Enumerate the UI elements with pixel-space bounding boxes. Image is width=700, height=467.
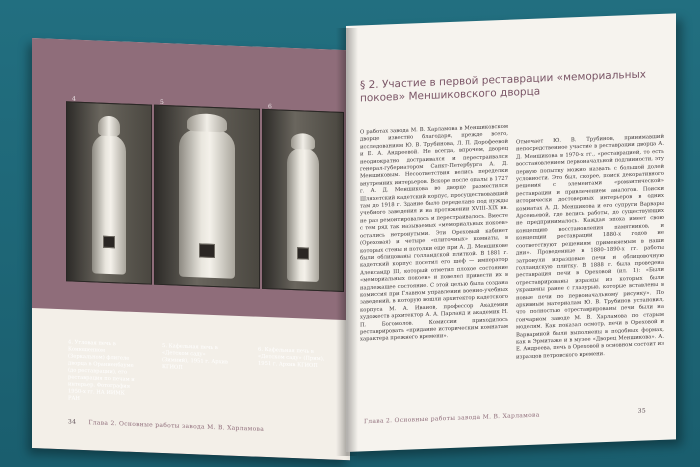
caption-number: 4: [68, 339, 72, 346]
right-running-footer: [364, 407, 664, 426]
running-title: Глава 2. Основные работы завода М. В. Харламова: [88, 419, 265, 433]
photo-stove-2: [154, 105, 260, 289]
running-title: Глава 2. Основные работы завода М. В. Харламова: [364, 411, 540, 426]
stove-body: [92, 133, 126, 274]
left-page: [32, 38, 350, 460]
stove-body: [287, 147, 319, 282]
stove-crown: [98, 116, 120, 137]
text-column-right: Отмечает Ю. В. Трубинов, принимавший непосредственное участие в реставрации дворца А. Д. Меншикова в 1970-х гг., «реставрацией, то есть восстановлением первоначальной подлинности, эту первую попытку можно назвать с большой долей условности. Это был, скорее, поиск декоративного решения с элементами «романтической» реставрации и привлечением аналогов. Поиски исторически достоверных интерьеров в одних комнатах А. Д. Меншикова и его супруги Варвары Арсеньевой, где велись работы, до существующих не предпринималось. Каждая эпоха имеет свою концепцию восстановления памятников, и концепции реставрации 1880-х годов не соответствуют решениям применяемым в наши дни». Проведенные в 1880–1890-х гг. работы затронули изразцовые печи и облицовочную голландскую плитку. В 1888 г. была проведена реставрация печи в Ореховой (ил. 1): «Были отреставрированы изразцы из которых были украшены ранее с глазурью, которые вставлены в новые печи по первоначальному рисунку». По архивным материалам Ю. В. Трубинов установил, что полностью отреставрированы печи были на гончарном заводе М. В. Харламова по старым моделям. Как показал осмотр, печи в Ореховой и Варвариной были выполнены в подобных формах, как в Эрмитаже и в музее «Дворец Меншикова». А. Е. Андреева, печь в Ореховой в основном состоит из изразцов петровского времени.: [516, 133, 664, 361]
photo-number: 6: [268, 103, 272, 111]
stove-door: [103, 236, 115, 248]
section-heading: § 2. Участие в первой реставрации «мемориальных покоев» Меншиковского дворца: [360, 68, 646, 105]
page-number: 35: [637, 407, 646, 415]
stove-door: [297, 247, 309, 259]
text-column-left: О работах завода М. В. Харламова в Меншиковском дворце известно благодаря, прежде всего, исследованиям Ю. В. Трубинова, Л. П. Дорофеевой и Е. А. Андреевой. Не всегда, впрочем, дворец неоднократно достраивался и перестраивался генерал-губернатором Санкт-Петербурга А. Д. Меншиковым. Несоответствия велись переделки внутренних интерьеров. Вскоре после опалы в 1727 г. А. Д. Меншикова во дворце разместился Шляхетский кадетский корпус, просуществовавший там до 1918 г. Здание было переделано под нужды учебного заведения и на протяжении XVIII–XIX вв. не раз ремонтировалось и перестраивалось. Вместе с тем ряд так называемых «мемориальных покоев» остались нетронутыми. Эти Ореховый кабинет (Ореховая) и четыре «плиточных» комнаты, в которых стены и потолки еще при А. Д. Меншикове были облицованы голландской плиткой. В 1881 г. кадетский корпус посетил его шеф — император Александр III, который отметил плохое состояние «мемориальных покоев» и повелел привести их в надлежащее состояние. С этой целью была создана комиссия при Главном управлении военно-учебных заведений, в которую вошли архитектор кадетского корпуса М. А. Иванов, профессор Академии художеств архитектор А. А. Парланд и академик Н. П. Богомолов. Комиссии приходилось реставрировать «придание историческим комнатам характера прежнего времени».: [360, 123, 508, 343]
photo-caption: 5. Кафельная печь в «Детском саду» (Зимний), 1951 г. Архив КГИОП: [162, 342, 228, 371]
photo-stove-1: [66, 101, 152, 284]
book-gutter: [336, 28, 358, 456]
photo-caption: 6. Кафельная печь в «Детском саду» (Прим), 1951 г. Архив КГИОП: [258, 346, 325, 369]
caption-number: 6: [258, 346, 262, 353]
photo-caption: 4. Угловая печь в Конюшенном (Зеркальном) флигеле дворца в Ораниенбауме (до реставрации), его реставрация по печам и интерьер. Фотография 1950-х гг. НА ИИМК РАН: [68, 339, 135, 402]
photo-stove-3: [262, 109, 344, 292]
caption-source: Архив КГИОП: [162, 358, 228, 371]
photo-number: 5: [160, 98, 164, 107]
stove-crown: [291, 133, 315, 150]
photo-number: 4: [72, 95, 76, 103]
caption-number: 5: [162, 342, 166, 350]
open-book: [14, 20, 686, 460]
page-number: 34: [68, 418, 77, 426]
stove-crown: [187, 113, 227, 133]
caption-source: Архив КГИОП: [278, 361, 318, 369]
caption-source: НА ИИМК РАН: [68, 389, 125, 402]
caption-text: Кафельная печь в «Детском саду» (Зимний), 1951 г.: [162, 343, 218, 365]
stove-door: [199, 243, 215, 258]
caption-text: Угловая печь в Конюшенном (Зеркальном) флигеле дворца в Ораниенбауме (до реставрации), его реставрация по печам и интерьер. Фотография 1950-х гг.: [68, 339, 135, 396]
right-page: [346, 13, 676, 452]
caption-text: Кафельная печь в «Детском саду» (Прим), 1951 г.: [258, 346, 325, 368]
